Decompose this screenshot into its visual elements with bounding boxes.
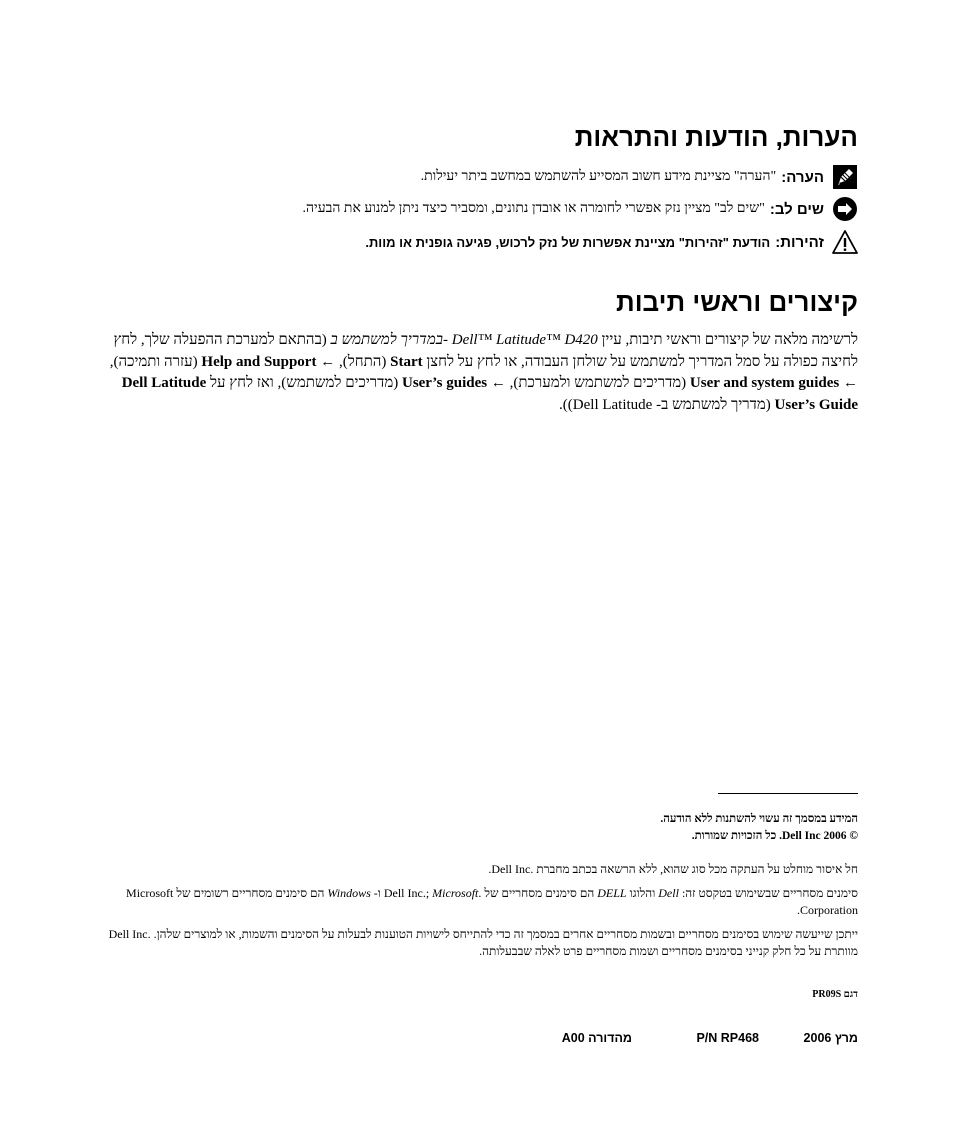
trademark-windows: Windows [327,886,371,900]
shortcuts-text-6: (מדריכים למשתמש), ואז לחץ על [206,375,402,391]
shortcuts-section-title: קיצורים וראשי תיבות [616,287,858,317]
legal-reproduction: חל איסור מוחלט על העתקה מכל סוג שהוא, ללא הרשאה בכתב מחברת .Dell Inc. [488,862,858,876]
trademarks-text-4: ו- [370,886,384,900]
trademarks-text-1: סימנים מסחריים שבשימוש בטקסט זה: [678,886,858,900]
note-text: "הערה" מציינת מידע חשוב המסייע להשתמש במחשב ביתר יעילות. [420,169,777,184]
trademarks-text-5: הם סימנים מסחריים רשומים של Microsoft Corporation. [126,886,858,917]
note-label: הערה: [781,168,824,186]
help-and-support-label: Help and Support [201,353,317,370]
legal-notice-change: המידע במסמך זה עשוי להשתנות ללא הודעה. [660,813,858,825]
shortcuts-text-4: (עזרה ותמיכה), ← [109,353,858,391]
notice-hand-icon [832,196,858,222]
caution-row [98,228,858,256]
footer-date: מרץ 2006 [803,1031,858,1045]
legal-trademarks [96,885,858,919]
notice-text: "שים לב" מציין נזק אפשרי לחומרה או אובדן נתונים, ומסביר כיצד ניתן למנוע את הבעיה. [302,201,765,216]
legal-copyright: © 2006 Dell Inc. כל הזכויות שמורות. [691,830,858,842]
shortcuts-paragraph [96,330,858,416]
users-guides-label: User’s guides [401,375,488,391]
trademark-dell: Dell [658,886,679,900]
notes-section-title: הערות, הודעות והתראות [574,122,858,152]
legal-other-trademarks: ייתכן שייעשה שימוש בסימנים מסחריים ובשמות מסחריים אחרים במסמך זה כדי להתייחס לישויות הטוענות לבעלות על הסימנים והשמות, או למוצרים שלהן. .Dell Inc מוותרת על כל חלק קנייני בסימנים מסחריים ושמות מסחריים פרט לאלה שבבעלותה. [108,927,858,958]
footer [538,1031,858,1049]
shortcuts-text-7: (מדריך למשתמש ב- Dell Latitude)). [559,396,775,413]
footer-part-number: P/N RP468 [696,1031,759,1045]
trademarks-text-2: והלוגו [626,886,659,900]
pencil-note-icon [832,164,858,190]
notice-row [98,195,858,223]
shortcuts-text-1: לרשימה מלאה של קיצורים וראשי תיבות, עיין [597,332,858,348]
warning-triangle-icon [832,229,858,255]
shortcuts-text-2: (בהתאם למערכת ההפעלה שלך, לחץ לחיצה כפולה על סמל המדריך למשתמש על שולחן העבודה, או לחץ על לחצן [113,332,858,370]
trademarks-text-3: הם סימנים מסחריים של .Dell Inc.; [383,886,598,900]
user-and-system-guides-label: User and system guides [689,375,840,391]
notice-label: שים לב: [769,200,824,218]
shortcuts-text-3: (התחל), ← [316,353,391,370]
note-row [98,163,858,191]
start-button-label: Start [390,353,423,370]
legal-divider [718,793,858,794]
trademark-microsoft: Microsoft [432,886,479,900]
caution-label: זהירות: [775,233,824,251]
shortcuts-text-5: (מדריכים למשתמש ולמערכת), ← [487,375,690,391]
model-number: דגם PR09S [812,989,858,1000]
caution-text: הודעת "זהירות" מציינת אפשרות של נזק לרכוש, פגיעה גופנית או מוות. [365,234,771,250]
trademark-dell-logo: DELL [597,886,627,900]
latitude-d420-guide-title: במדריך למשתמש ב- Dell™ Latitude™ D420 [330,332,598,348]
latitude-users-guide-label: Dell Latitude User’s Guide [121,375,858,413]
footer-revision: מהדורה A00 [561,1031,632,1045]
